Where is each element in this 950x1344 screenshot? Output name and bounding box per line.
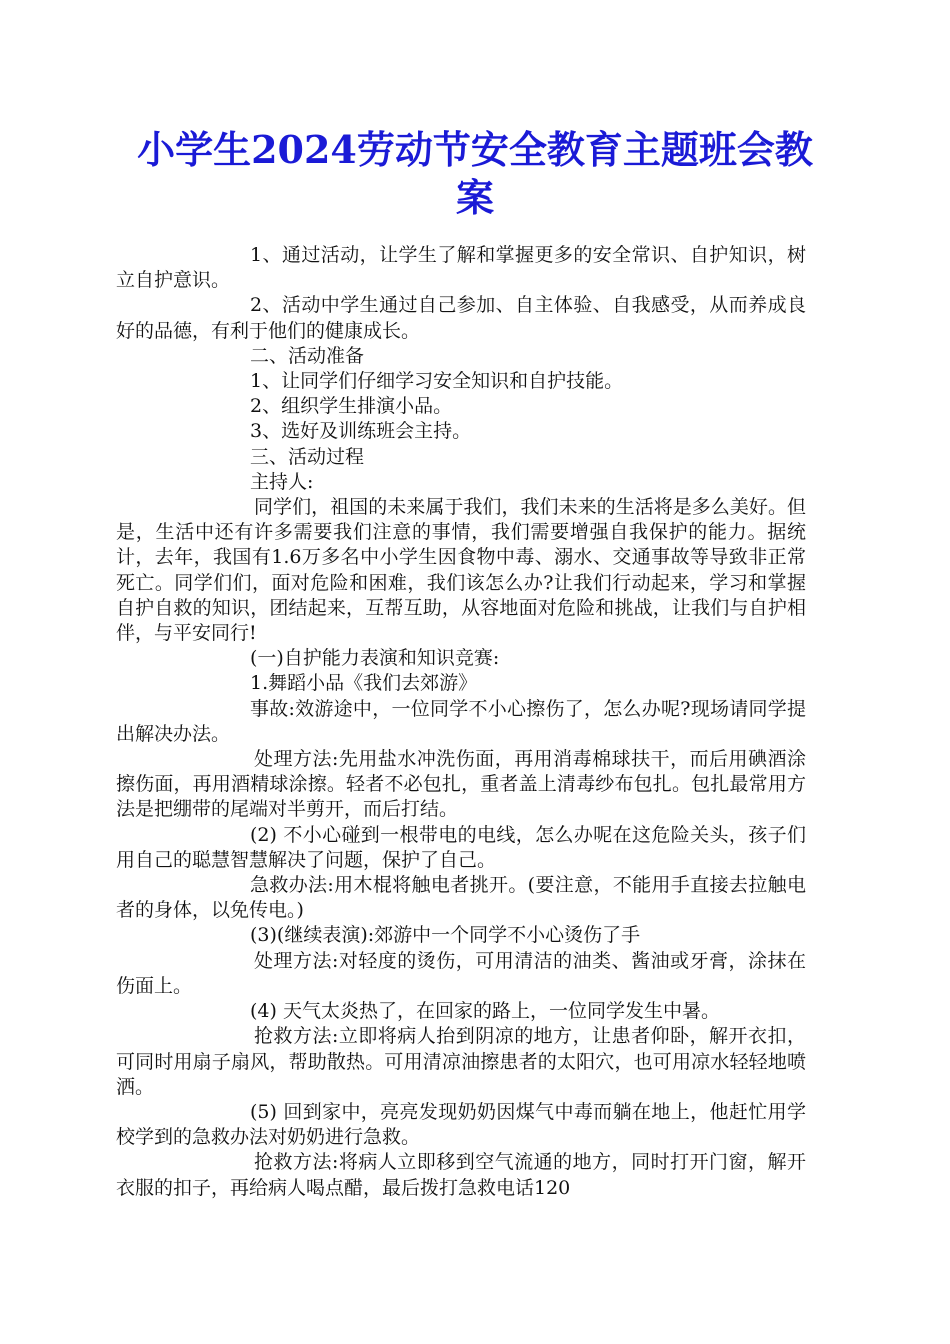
paragraph: 1.舞蹈小品《我们去郊游》 xyxy=(250,672,478,695)
section-heading: (一)自护能力表演和知识竞赛: xyxy=(250,647,500,670)
section-heading: 三、活动过程 xyxy=(250,445,365,468)
paragraph: 处理方法:先用盐水冲洗伤面，再用消毒棉球扶干，而后用碘酒涂擦伤面，再用酒精球涂擦。轻者不必包扎，重者盖上清毒纱布包扎。包扎最常用方法是把绷带的尾端对半剪开，而后打结。 xyxy=(116,748,806,821)
paragraph: 同学们，祖国的未来属于我们，我们未来的生活将是多么美好。但是，生活中还有许多需要我们注意的事情，我们需要增强自我保护的能力。据统计，去年，我国有1.6万多名中小学生因食物中毒、溺水、交通事故等导致非正常死亡。同学们们，面对危险和困难，我们该怎么办?让我们行动起来，学习和掌握自护自救的知识，团结起来，互帮互助，从容地面对危险和挑战，让我们与自护相伴，与平安同行! xyxy=(116,496,806,645)
paragraph: 处理方法:对轻度的烫伤，可用清洁的油类、酱油或牙膏，涂抹在伤面上。 xyxy=(116,949,806,997)
document-body xyxy=(116,243,806,1201)
paragraph: (5) 回到家中，亮亮发现奶奶因煤气中毒而躺在地上，他赶忙用学校学到的急救办法对奶奶进行急救。 xyxy=(116,1100,806,1149)
section-heading: 二、活动准备 xyxy=(250,344,365,367)
paragraph: 主持人: xyxy=(250,470,314,493)
paragraph: (4) 天气太炎热了，在回家的路上，一位同学发生中暑。 xyxy=(250,1000,720,1023)
paragraph: 事故:效游途中，一位同学不小心擦伤了，怎么办呢?现场请同学提出解决办法。 xyxy=(116,697,806,745)
paragraph: 3、选好及训练班会主持。 xyxy=(250,420,472,443)
paragraph: (3)(继续表演):郊游中一个同学不小心烫伤了手 xyxy=(250,924,641,947)
paragraph: 抢救方法:立即将病人抬到阴凉的地方，让患者仰卧，解开衣扣，可同时用扇子扇风，帮助散热。可用清凉油擦患者的太阳穴，也可用凉水轻轻地喷洒。 xyxy=(116,1025,806,1098)
paragraph: 2、活动中学生通过自己参加、自主体验、自我感受，从而养成良好的品德，有利于他们的健康成长。 xyxy=(116,294,806,342)
paragraph: 1、让同学们仔细学习安全知识和自护技能。 xyxy=(250,370,624,393)
paragraph: 急救办法:用木棍将触电者挑开。(要注意，不能用手直接去拉触电者的身体，以免传电。) xyxy=(116,874,806,922)
paragraph: 1、通过活动，让学生了解和掌握更多的安全常识、自护知识，树立自护意识。 xyxy=(116,244,806,292)
paragraph: 2、组织学生排演小品。 xyxy=(250,395,453,418)
page-title: 小学生2024劳动节安全教育主题班会教案 xyxy=(137,127,813,220)
paragraph: (2) 不小心碰到一根带电的电线，怎么办呢在这危险关头，孩子们用自己的聪慧智慧解决了问题，保护了自己。 xyxy=(116,823,806,871)
paragraph: 抢救方法:将病人立即移到空气流通的地方，同时打开门窗，解开衣服的扣子，再给病人喝点醋，最后拨打急救电话120 xyxy=(116,1151,806,1199)
